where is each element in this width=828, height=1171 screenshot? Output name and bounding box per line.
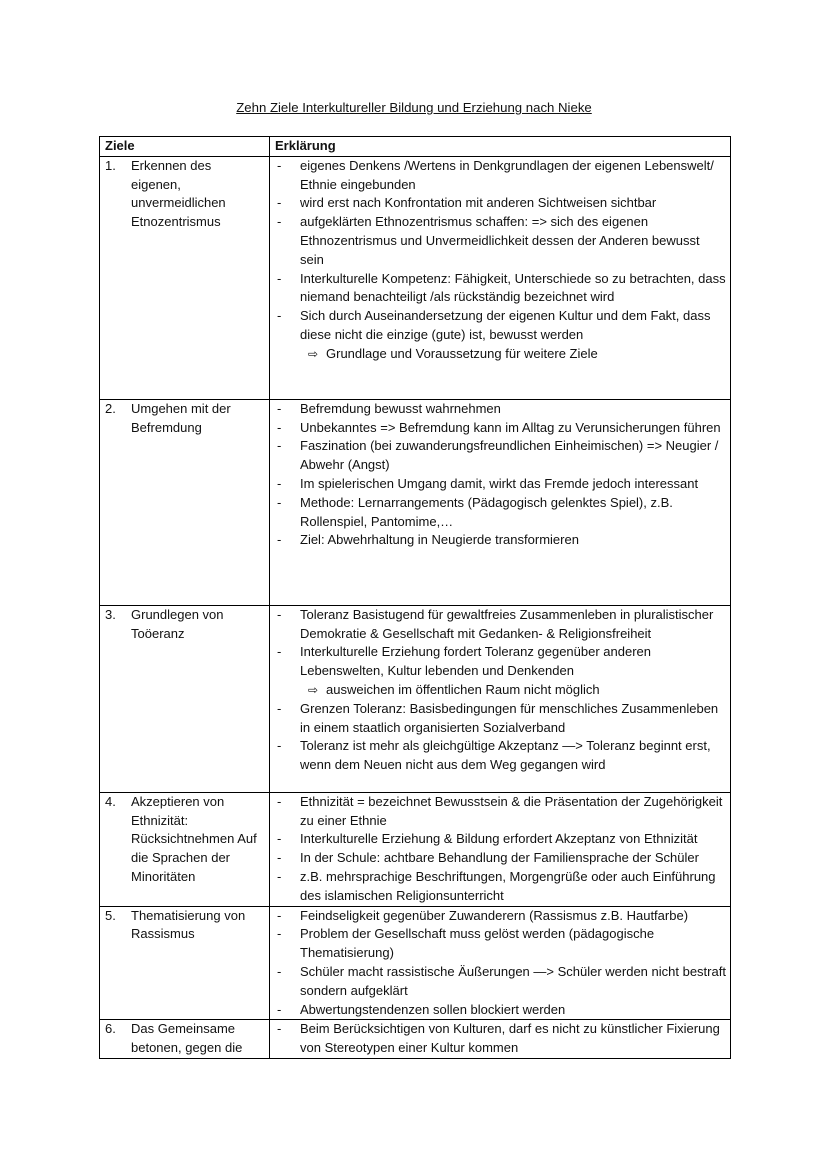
- list-item: - Beim Berücksichtigen von Kulturen, darf es nicht zu künstlicher Fixierung von Stereotypen einer Kultur kommen: [275, 1020, 726, 1058]
- list-item: - Abwertungstendenzen sollen blockiert werden: [275, 1001, 726, 1020]
- dash-icon: -: [277, 644, 282, 660]
- dash-icon: -: [277, 419, 282, 435]
- dash-icon: -: [277, 738, 282, 754]
- goal-number: 5.: [105, 907, 116, 923]
- goal-cell: [100, 156, 270, 399]
- list-item: - wird erst nach Konfrontation mit anderen Sichtweisen sichtbar: [275, 194, 726, 213]
- table-row: [100, 906, 731, 1020]
- goal-cell: [100, 906, 270, 1020]
- list-item: - Feindseligkeit gegenüber Zuwanderern (Rassismus z.B. Hautfarbe): [275, 907, 726, 926]
- dash-icon: -: [277, 532, 282, 548]
- dash-icon: -: [277, 475, 282, 491]
- list-item: - z.B. mehrsprachige Beschriftungen, Morgengrüße oder auch Einführung des islamischen Religionsunterricht: [275, 868, 726, 906]
- list-item: - Befremdung bewusst wahrnehmen: [275, 400, 726, 419]
- goal-name: Das Gemeinsame betonen, gegen die: [131, 1021, 243, 1056]
- list-item: - Im spielerischen Umgang damit, wirkt das Fremde jedoch interessant: [275, 475, 726, 494]
- dash-icon: -: [277, 1001, 282, 1017]
- goal-cell: [100, 1020, 270, 1059]
- list-item: - Problem der Gesellschaft muss gelöst werden (pädagogische Thematisierung): [275, 925, 726, 963]
- goals-table: [99, 136, 731, 1059]
- header-goals: Ziele: [100, 137, 270, 157]
- dash-icon: -: [277, 926, 282, 942]
- list-item: - aufgeklärten Ethnozentrismus schaffen: => sich des eigenen Ethnozentrismus und Unvermeidlichkeit dessen der Anderen bewusst sein: [275, 213, 726, 269]
- dash-icon: -: [277, 831, 282, 847]
- table-row: [100, 1020, 731, 1059]
- list-item: - eigenes Denkens /Wertens in Denkgrundlagen der eigenen Lebenswelt/ Ethnie eingebunden: [275, 157, 726, 195]
- dash-icon: -: [277, 700, 282, 716]
- list-item: - Grenzen Toleranz: Basisbedingungen für menschliches Zusammenleben in einem staatlich organisierten Sozialverband: [275, 700, 726, 738]
- dash-icon: -: [277, 494, 282, 510]
- list-item: - Unbekanntes => Befremdung kann im Alltag zu Verunsicherungen führen: [275, 419, 726, 438]
- goal-name: Akzeptieren von Ethnizität: Rücksichtnehmen Auf die Sprachen der Minoritäten: [131, 793, 257, 884]
- page-title: Zehn Ziele Interkultureller Bildung und Erziehung nach Nieke: [236, 100, 592, 115]
- dash-icon: -: [277, 195, 282, 211]
- dash-icon: -: [277, 308, 282, 324]
- explanation-cell: [270, 605, 731, 792]
- list-item: - Sich durch Auseinandersetzung der eigenen Kultur und dem Fakt, dass diese nicht die einzige (gute) ist, bewusst werden: [275, 307, 726, 345]
- goal-number: 1.: [105, 157, 116, 173]
- goal-name: Grundlegen von Toöeranz: [131, 606, 224, 641]
- list-item: - Interkulturelle Erziehung fordert Toleranz gegenüber anderen Lebenswelten, Kultur lebenden und Denkenden: [275, 643, 726, 681]
- goal-number: 6.: [105, 1021, 116, 1037]
- goal-number: 3.: [105, 606, 116, 622]
- goal-cell: [100, 792, 270, 906]
- table-row: [100, 605, 731, 792]
- table-row: [100, 792, 731, 906]
- dash-icon: -: [277, 606, 282, 622]
- list-item: - Schüler macht rassistische Äußerungen —> Schüler werden nicht bestraft sondern aufgeklärt: [275, 963, 726, 1001]
- arrow-item: ⇨ Grundlage und Voraussetzung für weitere Ziele: [275, 345, 726, 364]
- goal-name: Umgehen mit der Befremdung: [131, 400, 231, 435]
- dash-icon: -: [277, 963, 282, 979]
- goal-name: Erkennen des eigenen, unvermeidlichen Etnozentrismus: [131, 157, 226, 230]
- list-item: - Interkulturelle Kompetenz: Fähigkeit, Unterschiede so zu betrachten, dass niemand benachteiligt /als rückständig bezeichnet wird: [275, 270, 726, 308]
- dash-icon: -: [277, 1021, 282, 1037]
- explanation-cell: [270, 1020, 731, 1059]
- explanation-cell: [270, 399, 731, 605]
- dash-icon: -: [277, 157, 282, 173]
- list-item: - Ziel: Abwehrhaltung in Neugierde transformieren: [275, 531, 726, 550]
- dash-icon: -: [277, 907, 282, 923]
- dash-icon: -: [277, 214, 282, 230]
- list-item: - In der Schule: achtbare Behandlung der Familiensprache der Schüler: [275, 849, 726, 868]
- dash-icon: -: [277, 400, 282, 416]
- list-item: - Toleranz Basistugend für gewaltfreies Zusammenleben in pluralistischer Demokratie & Gesellschaft mit Gedanken- & Religionsfreiheit: [275, 606, 726, 644]
- explanation-cell: [270, 906, 731, 1020]
- goal-cell: [100, 605, 270, 792]
- dash-icon: -: [277, 438, 282, 454]
- dash-icon: -: [277, 793, 282, 809]
- arrow-right-icon: ⇨: [307, 682, 319, 697]
- dash-icon: -: [277, 868, 282, 884]
- goal-cell: [100, 399, 270, 605]
- goal-number: 4.: [105, 793, 116, 809]
- table-row: [100, 399, 731, 605]
- explanation-cell: [270, 792, 731, 906]
- list-item: - Methode: Lernarrangements (Pädagogisch gelenktes Spiel), z.B. Rollenspiel, Pantomime,…: [275, 494, 726, 532]
- explanation-cell: [270, 156, 731, 399]
- table-header-row: [100, 137, 731, 157]
- header-explanation: Erklärung: [270, 137, 731, 157]
- table-row: [100, 156, 731, 399]
- list-item: - Interkulturelle Erziehung & Bildung erfordert Akzeptanz von Ethnizität: [275, 830, 726, 849]
- list-item: - Faszination (bei zuwanderungsfreundlichen Einheimischen) => Neugier / Abwehr (Angst): [275, 437, 726, 475]
- dash-icon: -: [277, 850, 282, 866]
- dash-icon: -: [277, 270, 282, 286]
- arrow-right-icon: ⇨: [307, 346, 319, 361]
- goal-name: Thematisierung von Rassismus: [131, 907, 246, 942]
- goal-number: 2.: [105, 400, 116, 416]
- list-item: - Toleranz ist mehr als gleichgültige Akzeptanz —> Toleranz beginnt erst, wenn dem Neuen nicht aus dem Weg gegangen wird: [275, 737, 726, 775]
- arrow-item: ⇨ ausweichen im öffentlichen Raum nicht möglich: [275, 681, 726, 700]
- list-item: - Ethnizität = bezeichnet Bewusstsein & die Präsentation der Zugehörigkeit zu einer Ethnie: [275, 793, 726, 831]
